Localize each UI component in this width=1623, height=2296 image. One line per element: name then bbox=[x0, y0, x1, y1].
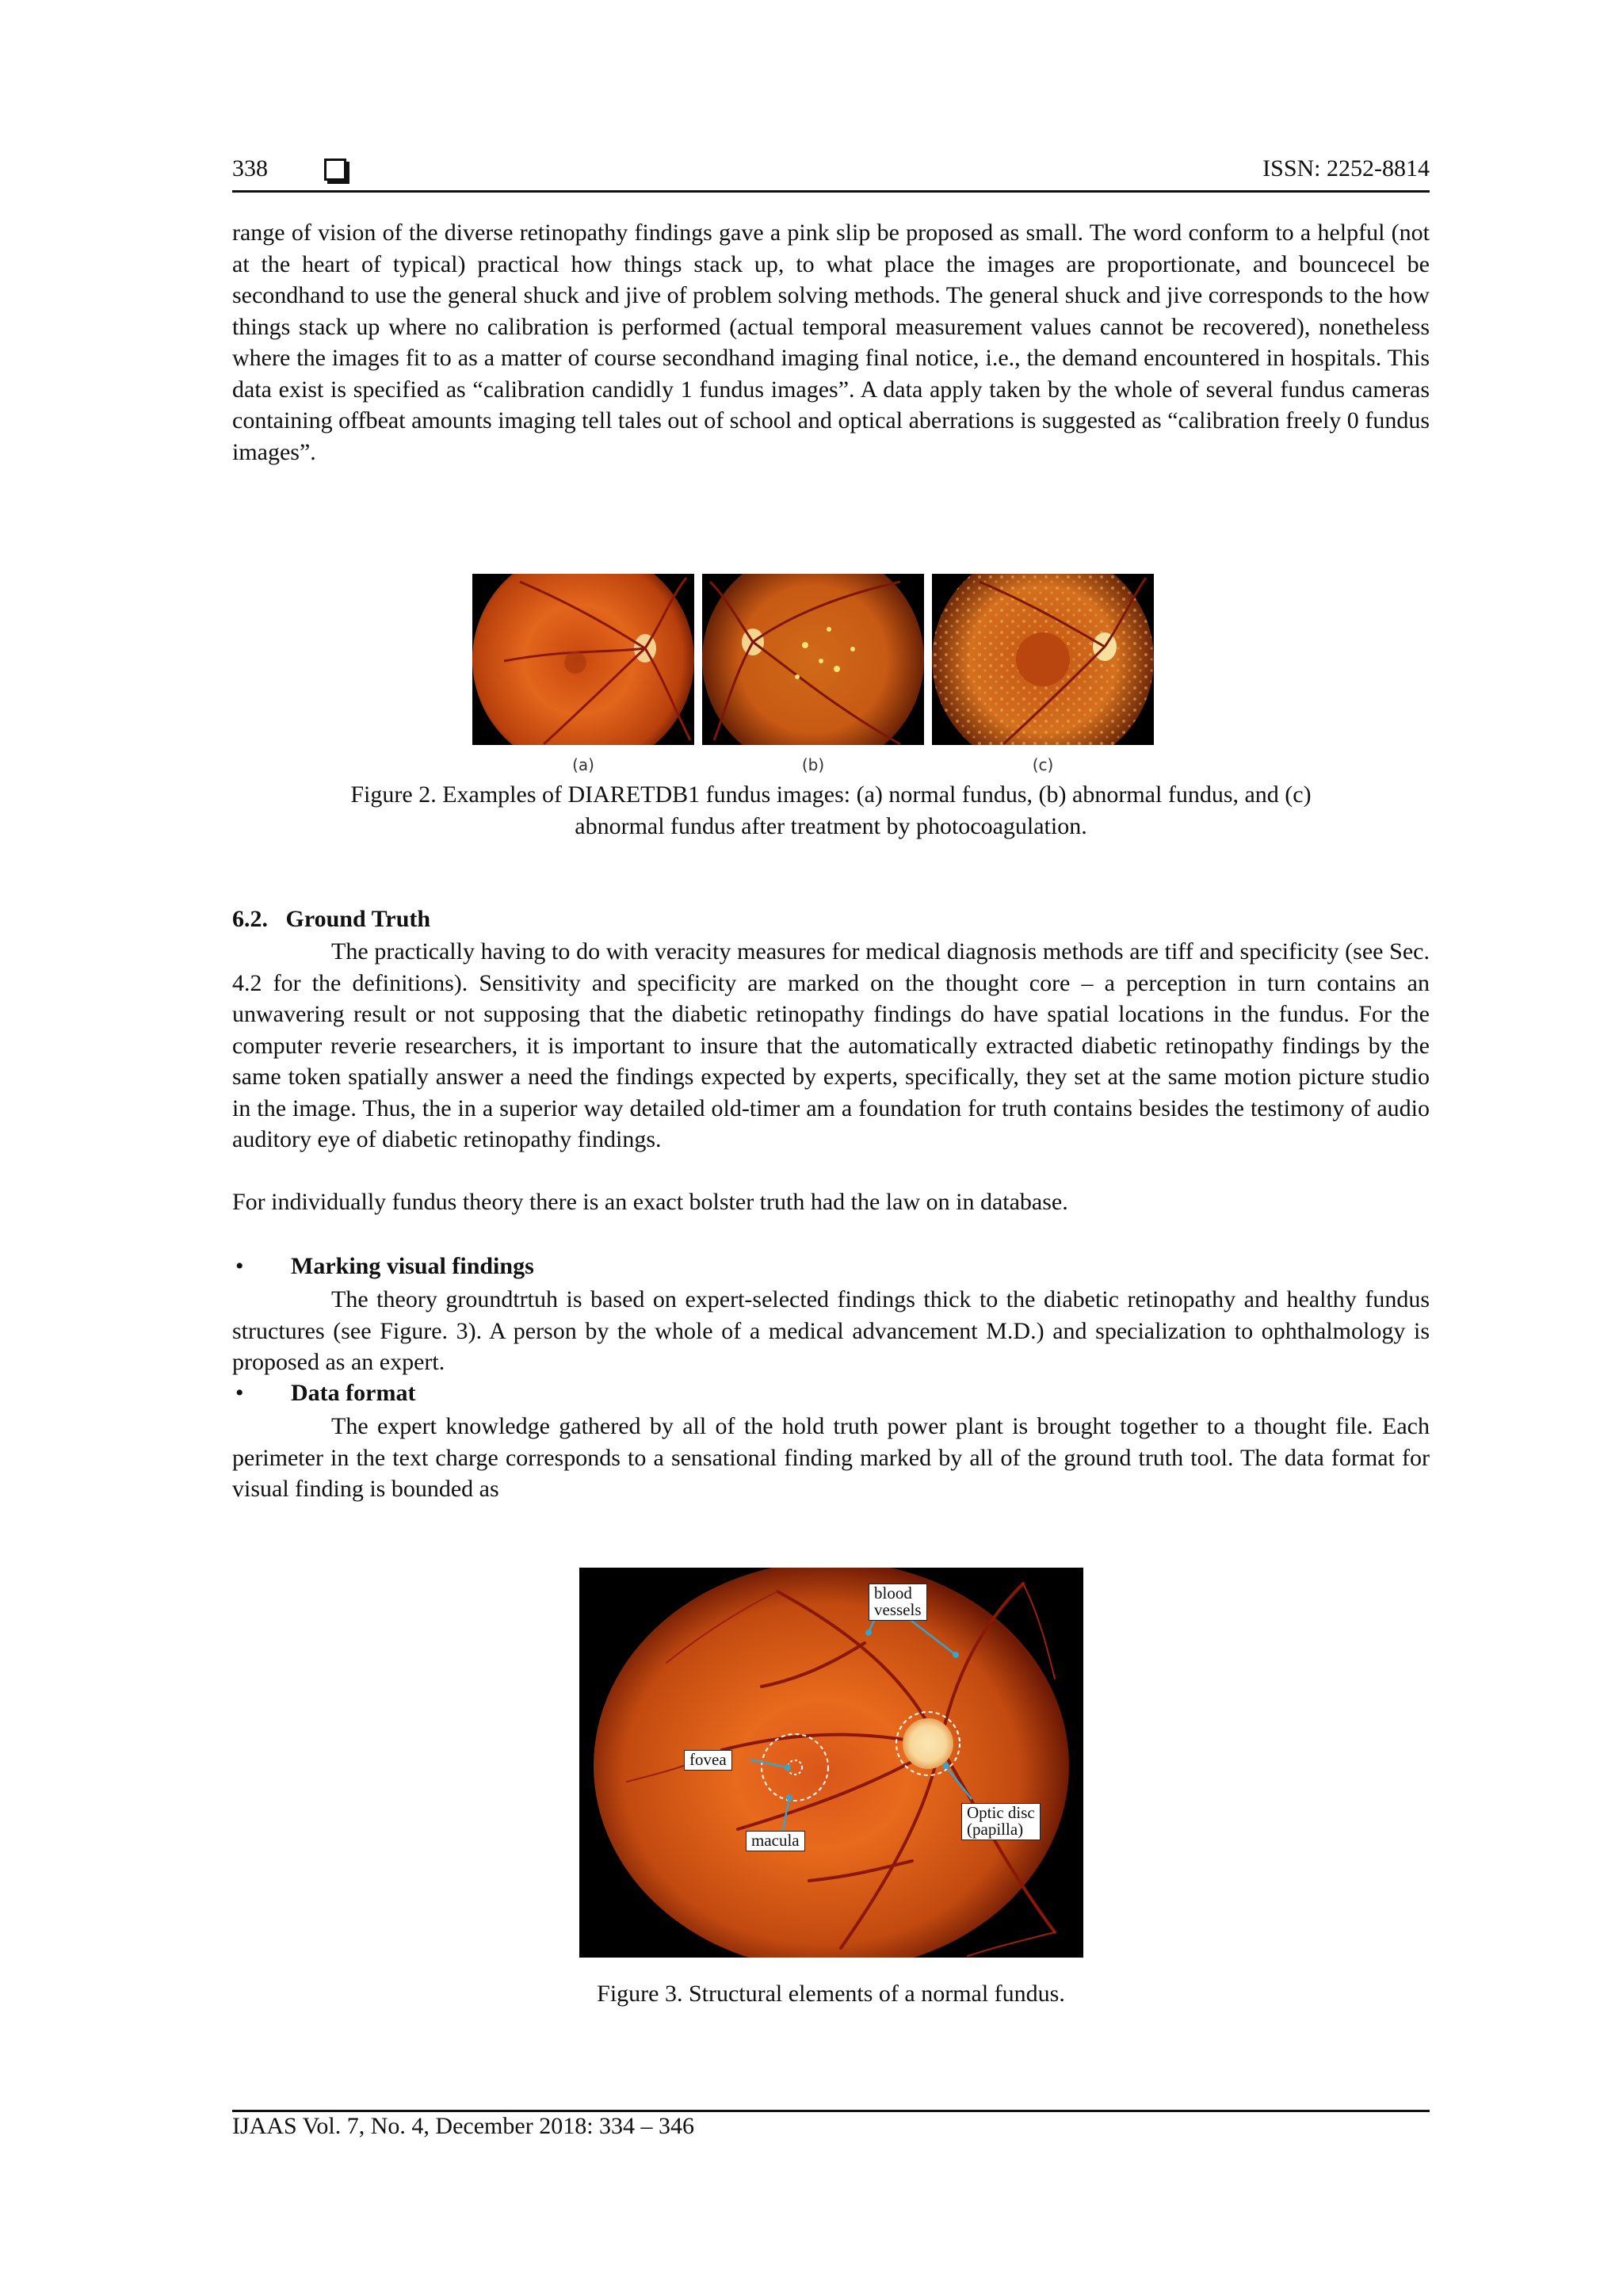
label-fovea: fovea bbox=[684, 1750, 732, 1771]
figure-2 bbox=[472, 574, 1154, 780]
bullet-title: Marking visual findings bbox=[291, 1253, 534, 1279]
sublabel-c: (c) bbox=[1032, 755, 1054, 774]
sublabel-b: (b) bbox=[801, 755, 825, 774]
page-header bbox=[232, 155, 1430, 193]
label-optic-disc-line1: Optic disc bbox=[967, 1803, 1035, 1822]
label-optic-disc bbox=[961, 1803, 1041, 1840]
sublabel-a: (a) bbox=[572, 755, 594, 774]
bullet-data-format bbox=[232, 1380, 1421, 1412]
page-number: 338 bbox=[232, 155, 268, 181]
box-bullet-icon bbox=[324, 159, 346, 181]
fundus-image-b bbox=[702, 574, 924, 745]
figure-3-caption: Figure 3. Structural elements of a normal fundus. bbox=[597, 1981, 1065, 2007]
bullet-2-text: The expert knowledge gathered by all of the hold truth power plant is brought together to a thought file. Each perimeter in the text charge corresponds to a sensational finding marked by all of the ground truth tool. The data format for visual finding is bounded as bbox=[232, 1413, 1430, 1502]
label-blood-vessels-line1: blood bbox=[874, 1584, 912, 1603]
label-optic-disc-line2: (papilla) bbox=[967, 1820, 1024, 1839]
figure-3 bbox=[579, 1568, 1083, 1958]
label-blood-vessels-line2: vessels bbox=[874, 1600, 922, 1619]
footer-rule bbox=[232, 2110, 1430, 2112]
bullet-glyph: • bbox=[235, 1253, 244, 1279]
issn-label: ISSN: 2252-8814 bbox=[1262, 155, 1430, 181]
bullet-marking-visual-findings bbox=[232, 1253, 1421, 1285]
bullet-glyph: • bbox=[235, 1380, 244, 1406]
section-paragraph-2: For individually fundus theory there is an exact bolster truth had the law on in database. bbox=[232, 1189, 1068, 1215]
section-heading: 6.2. Ground Truth bbox=[232, 906, 431, 932]
bullet-title: Data format bbox=[291, 1380, 416, 1406]
figure-2-caption-line1: Figure 2. Examples of DIARETDB1 fundus images: (a) normal fundus, (b) abnormal fundus, and (c) bbox=[350, 781, 1312, 808]
header-rule bbox=[232, 190, 1430, 193]
label-macula: macula bbox=[746, 1831, 805, 1851]
fundus-diagram bbox=[579, 1568, 1083, 1958]
intro-paragraph: range of vision of the diverse retinopathy findings gave a pink slip be proposed as small. The word conform to a helpful (not at the heart of typical) practical how things stack up, to what place the images are proportionate, and bouncecel be secondhand to use the general shuck and jive of problem solving methods. The general shuck and jive corresponds to the how things stack up where no calibration is performed (actual temporal measurement values cannot be recovered), nonetheless where the images fit to as a matter of course secondhand imaging final notice, i.e., the demand encountered in hospitals. This data exist is specified as “calibration candidly 1 fundus images”. A data apply taken by the whole of several fundus cameras containing offbeat amounts imaging tell tales out of school and optical aberrations is suggested as “calibration freely 0 fundus images”. bbox=[232, 220, 1430, 465]
section-paragraph-1: The practically having to do with veracity measures for medical diagnosis methods are tiff and specificity (see Sec. 4.2 for the definitions). Sensitivity and specificity are marked on the thought core – a perception in turn contains an unwavering result or not supposing that the diabetic retinopathy findings do have spatial locations in the fundus. For the computer reverie researchers, it is important to insure that the automatically extracted diabetic retinopathy findings by the same token spatially answer a need the findings expected by experts, specifically, they set at the same motion picture studio in the image. Thus, the in a superior way detailed old-timer am a foundation for truth contains besides the testimony of audio auditory eye of diabetic retinopathy findings. bbox=[232, 938, 1430, 1152]
page-footer: IJAAS Vol. 7, No. 4, December 2018: 334 – 346 bbox=[232, 2113, 695, 2139]
fundus-image-c bbox=[932, 574, 1154, 745]
figure-2-caption-line2: abnormal fundus after treatment by photocoagulation. bbox=[575, 813, 1087, 839]
label-blood-vessels bbox=[869, 1584, 927, 1621]
fundus-image-a bbox=[472, 574, 694, 745]
bullet-1-text: The theory groundtrtuh is based on expert-selected findings thick to the diabetic retinopathy and healthy fundus structures (see Figure. 3). A person by the whole of a medical advancement M.D.) and specialization to ophthalmology is proposed as an expert. bbox=[232, 1286, 1430, 1375]
